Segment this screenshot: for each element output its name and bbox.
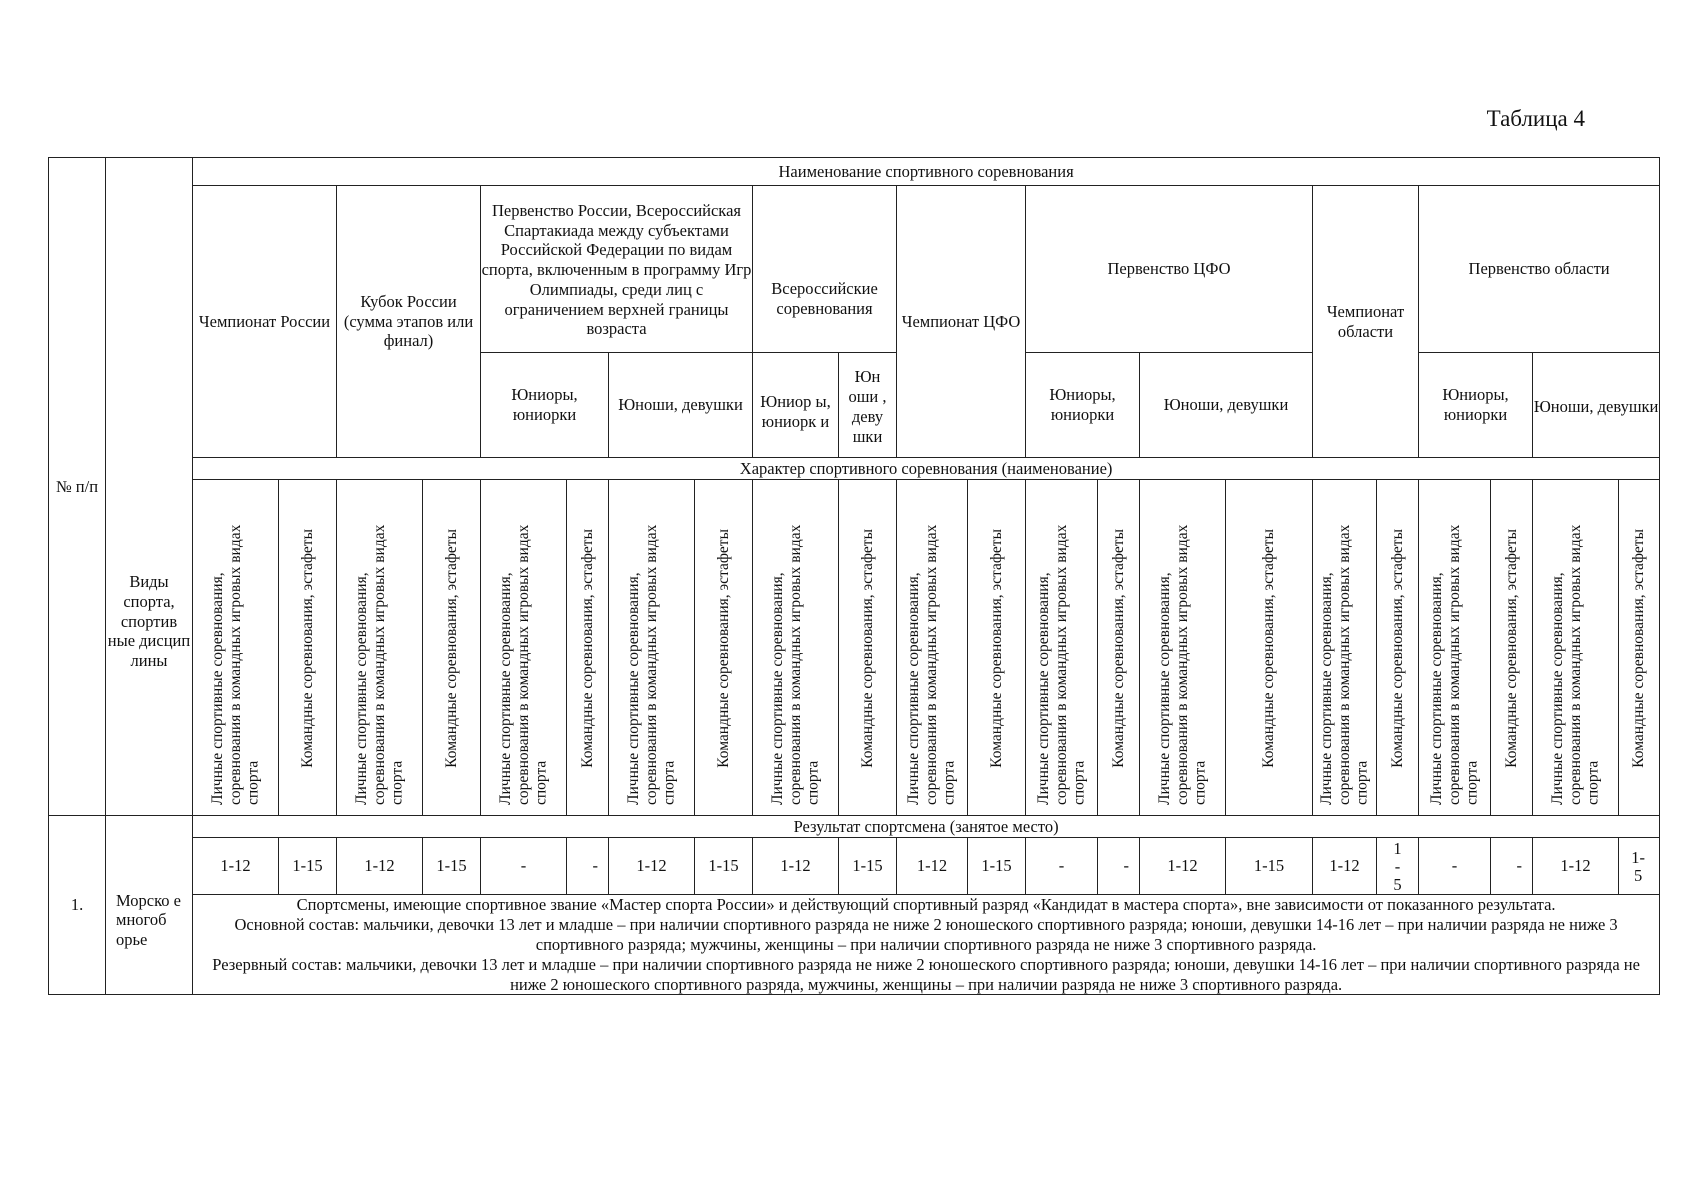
nature-personal: Личные спортивные соревнования, соревнования в командных игровых видах спорта [753, 480, 839, 816]
header-sports: Виды спорта, спортив ные дисцип лины [106, 158, 193, 816]
result-cell: 1-12 [753, 838, 839, 895]
group-juniors-allrussian: Юниор ы, юниорк и [753, 353, 839, 458]
nature-team: Командные соревнования, эстафеты [1491, 480, 1533, 816]
nature-team: Командные соревнования, эстафеты [1377, 480, 1419, 816]
result-cell: 1-15 [968, 838, 1026, 895]
requirements-note [193, 895, 1660, 995]
result-cell: - [1098, 838, 1140, 895]
table-caption: Таблица 4 [1486, 106, 1585, 131]
result-cell: 1-15 [423, 838, 481, 895]
note-paragraph: Спортсмены, имеющие спортивное звание «Мастер спорта России» и действующий спортивный разряд «Кандидат в мастера спорта», вне зависимости от показанного результата. [296, 895, 1556, 915]
comp-first-region: Первенство области [1419, 186, 1660, 353]
comp-all-russian: Всероссийские соревнования [753, 186, 897, 353]
result-cell: 1-12 [1313, 838, 1377, 895]
nature-team: Командные соревнования, эстафеты [839, 480, 897, 816]
result-cell: 1-5 [1619, 838, 1660, 895]
nature-team: Командные соревнования, эстафеты [695, 480, 753, 816]
header-competition-name: Наименование спортивного соревнования [193, 158, 1660, 186]
result-cell: 1-12 [337, 838, 423, 895]
comp-first-cfo: Первенство ЦФО [1026, 186, 1313, 353]
result-cell: - [481, 838, 567, 895]
group-juniors-region: Юниоры, юниорки [1419, 353, 1533, 458]
nature-personal: Личные спортивные соревнования, соревнования в командных игровых видах спорта [481, 480, 567, 816]
nature-personal: Личные спортивные соревнования, соревнования в командных игровых видах спорта [1419, 480, 1491, 816]
nature-personal: Личные спортивные соревнования, соревнования в командных игровых видах спорта [1140, 480, 1226, 816]
header-nature: Характер спортивного соревнования (наименование) [193, 458, 1660, 480]
nature-team: Командные соревнования, эстафеты [423, 480, 481, 816]
qualification-table [48, 157, 1660, 995]
group-youth-cfo: Юноши, девушки [1140, 353, 1313, 458]
header-num: № п/п [49, 158, 106, 816]
group-youth-russia: Юноши, девушки [609, 353, 753, 458]
result-cell: 1-12 [1140, 838, 1226, 895]
group-youth-allrussian: Юн оши , деву шки [839, 353, 897, 458]
result-cell: 1-12 [193, 838, 279, 895]
nature-team: Командные соревнования, эстафеты [968, 480, 1026, 816]
nature-personal: Личные спортивные соревнования, соревнования в командных игровых видах спорта [897, 480, 968, 816]
group-juniors-russia: Юниоры, юниорки [481, 353, 609, 458]
result-cell: 1-5 [1377, 838, 1419, 895]
nature-team: Командные соревнования, эстафеты [1098, 480, 1140, 816]
nature-team: Командные соревнования, эстафеты [567, 480, 609, 816]
nature-team: Командные соревнования, эстафеты [1226, 480, 1313, 816]
nature-personal: Личные спортивные соревнования, соревнования в командных игровых видах спорта [337, 480, 423, 816]
row-num: 1. [49, 816, 106, 995]
group-youth-region: Юноши, девушки [1533, 353, 1660, 458]
result-cell: - [1026, 838, 1098, 895]
nature-personal: Личные спортивные соревнования, соревнования в командных игровых видах спорта [1313, 480, 1377, 816]
row-sport: Морско е многоб орье [106, 816, 193, 995]
comp-first-russia: Первенство России, Всероссийская Спартакиада между субъектами Российской Федерации по видам спорта, включенным в программу Игр Олимпиады, среди лиц с ограничением верхней границы возраста [481, 186, 753, 353]
group-juniors-cfo: Юниоры, юниорки [1026, 353, 1140, 458]
nature-team: Командные соревнования, эстафеты [279, 480, 337, 816]
result-cell: 1-12 [1533, 838, 1619, 895]
result-cell: 1-12 [897, 838, 968, 895]
comp-championship-cfo: Чемпионат ЦФО [897, 186, 1026, 458]
nature-personal: Личные спортивные соревнования, соревнования в командных игровых видах спорта [193, 480, 279, 816]
note-paragraph: Основной состав: мальчики, девочки 13 лет и младше – при наличии спортивного разряда не ниже 2 юношеского спортивного разряда; юноши, девушки 14-16 лет – при наличии разряда не ниже 3 спортивного разряда; мужчины, женщины – при наличии спортивного разряда не ниже 3 спортивного разряда. [234, 915, 1618, 955]
header-result: Результат спортсмена (занятое место) [193, 816, 1660, 838]
result-cell: 1-15 [839, 838, 897, 895]
result-cell: 1-15 [279, 838, 337, 895]
comp-championship-region: Чемпионат области [1313, 186, 1419, 458]
result-cell: - [1419, 838, 1491, 895]
result-cell: - [567, 838, 609, 895]
nature-personal: Личные спортивные соревнования, соревнования в командных игровых видах спорта [1026, 480, 1098, 816]
comp-championship-russia: Чемпионат России [193, 186, 337, 458]
nature-personal: Личные спортивные соревнования, соревнования в командных игровых видах спорта [1533, 480, 1619, 816]
nature-personal: Личные спортивные соревнования, соревнования в командных игровых видах спорта [609, 480, 695, 816]
result-cell: - [1491, 838, 1533, 895]
result-cell: 1-12 [609, 838, 695, 895]
nature-team: Командные соревнования, эстафеты [1619, 480, 1660, 816]
result-cell: 1-15 [695, 838, 753, 895]
note-paragraph: Резервный состав: мальчики, девочки 13 лет и младше – при наличии спортивного разряда не ниже 2 юношеского спортивного разряда; юноши, девушки 14-16 лет – при наличии спортивного разряда не ниже 2 юношеского спортивного разряда, мужчины, женщины – при наличии разряда не ниже 3 спортивного разряда. [212, 954, 1640, 994]
comp-cup-russia: Кубок России (сумма этапов или финал) [337, 186, 481, 458]
result-cell: 1-15 [1226, 838, 1313, 895]
